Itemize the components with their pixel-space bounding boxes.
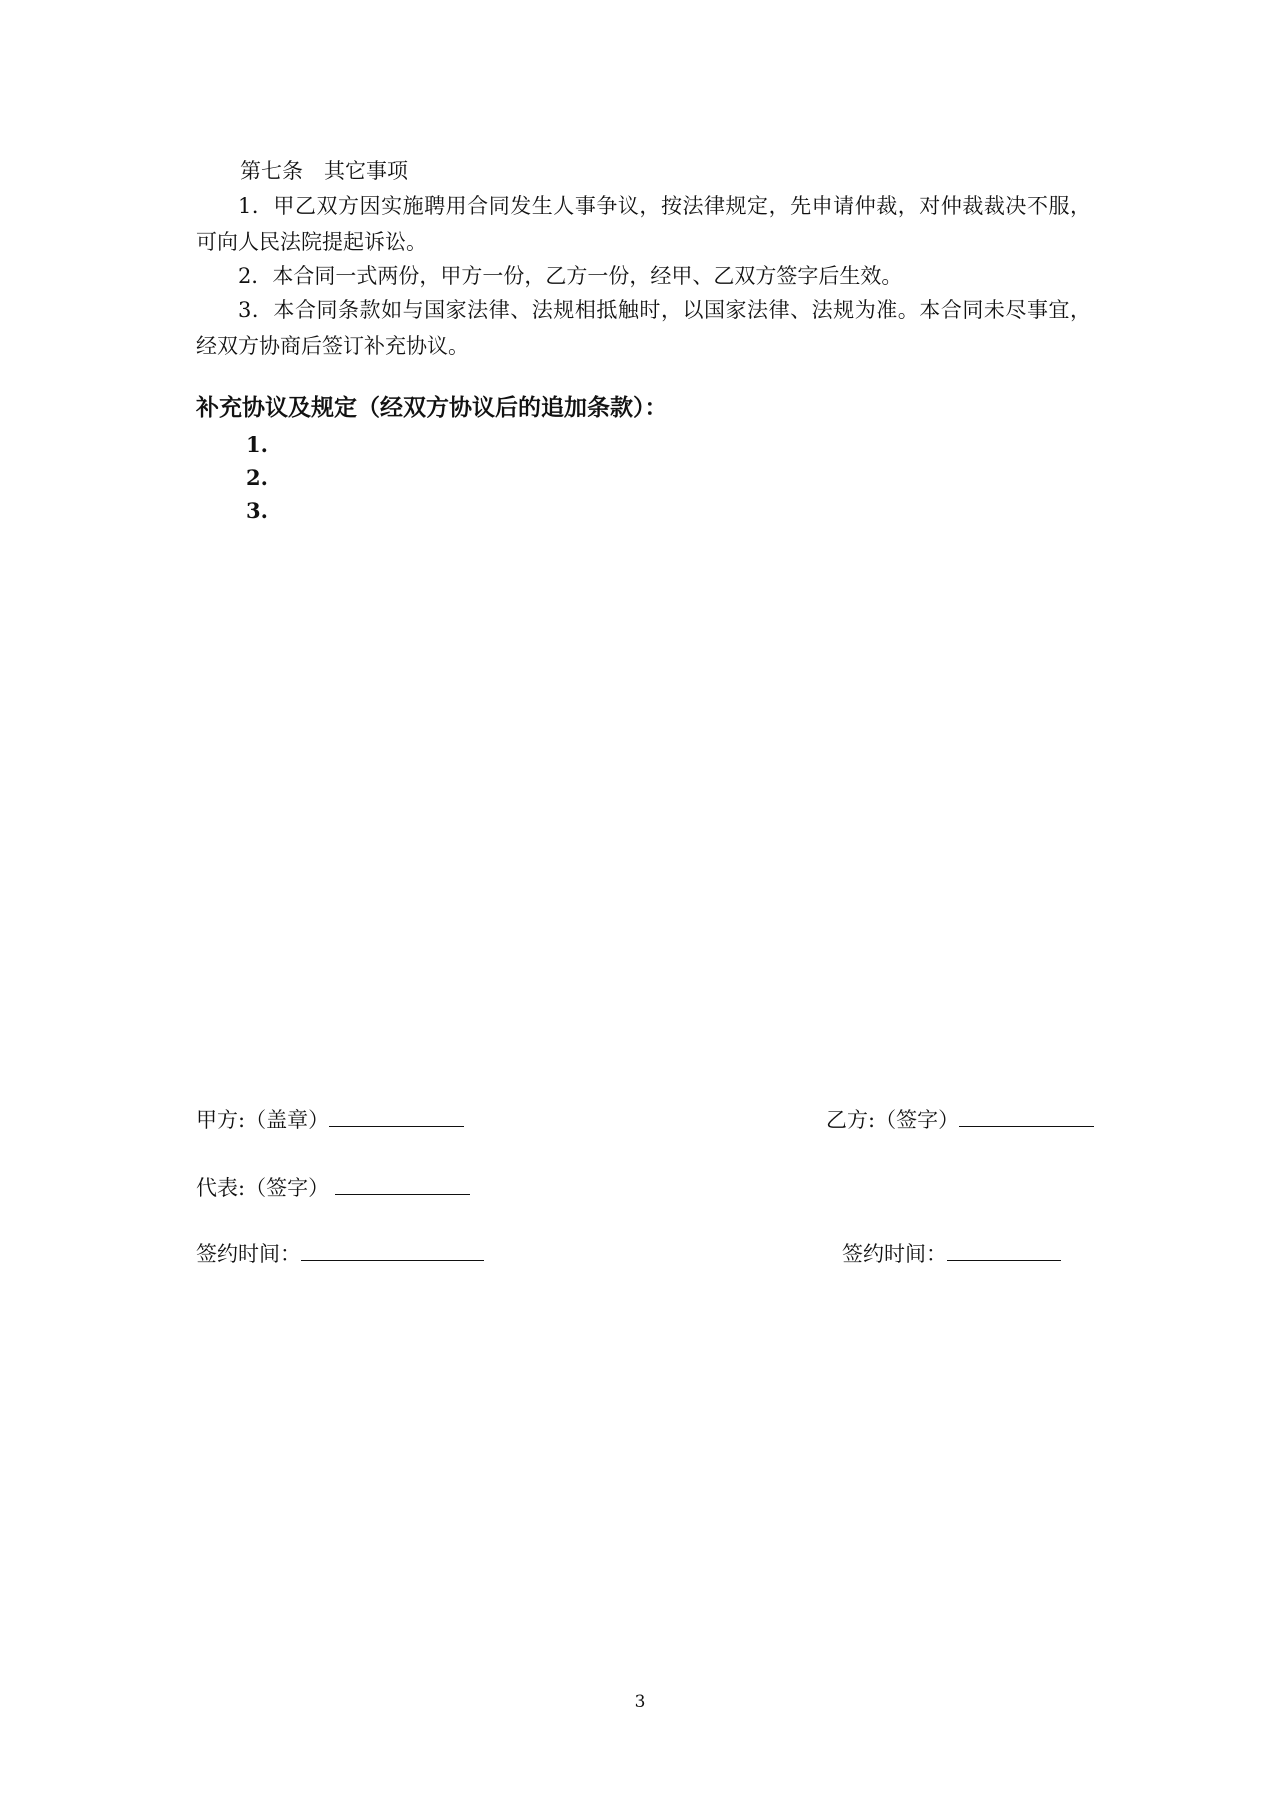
page-number: 3 — [634, 1692, 646, 1712]
representative-label: 代表:（签字） — [196, 1176, 330, 1200]
party-b-sign-blank[interactable] — [959, 1104, 1094, 1127]
supplement-list — [246, 428, 268, 527]
party-a-date — [196, 1238, 484, 1268]
date-a-blank[interactable] — [301, 1238, 484, 1261]
party-a-label: 甲方:（盖章） — [196, 1108, 330, 1132]
date-b-blank[interactable] — [947, 1238, 1061, 1261]
party-a-seal-blank[interactable] — [329, 1104, 464, 1127]
supplement-heading: 补充协议及规定（经双方协议后的追加条款）： — [196, 394, 668, 421]
party-b-date — [842, 1238, 1061, 1268]
representative-signature — [196, 1172, 470, 1202]
party-b-label: 乙方:（签字） — [826, 1108, 960, 1132]
date-b-label: 签约时间： — [842, 1242, 947, 1266]
representative-sign-blank[interactable] — [335, 1172, 470, 1195]
article-title: 第七条 其它事项 — [240, 159, 408, 183]
supplement-item-2: 2. — [246, 465, 268, 490]
clause-2: 2．本合同一式两份，甲方一份，乙方一份，经甲、乙双方签字后生效。 — [238, 264, 903, 288]
supplement-item-1: 1. — [246, 432, 268, 457]
date-a-label: 签约时间： — [196, 1242, 301, 1266]
supplement-item-3: 3. — [246, 498, 268, 523]
party-a-signature — [196, 1104, 464, 1134]
clause-1: 1．甲乙双方因实施聘用合同发生人事争议，按法律规定，先申请仲裁，对仲裁裁决不服，可向人民法院提起诉讼。 — [196, 194, 1091, 254]
clause-3: 3．本合同条款如与国家法律、法规相抵触时，以国家法律、法规为准。本合同未尽事宜，经双方协商后签订补充协议。 — [196, 298, 1091, 358]
party-b-signature — [826, 1104, 1094, 1134]
